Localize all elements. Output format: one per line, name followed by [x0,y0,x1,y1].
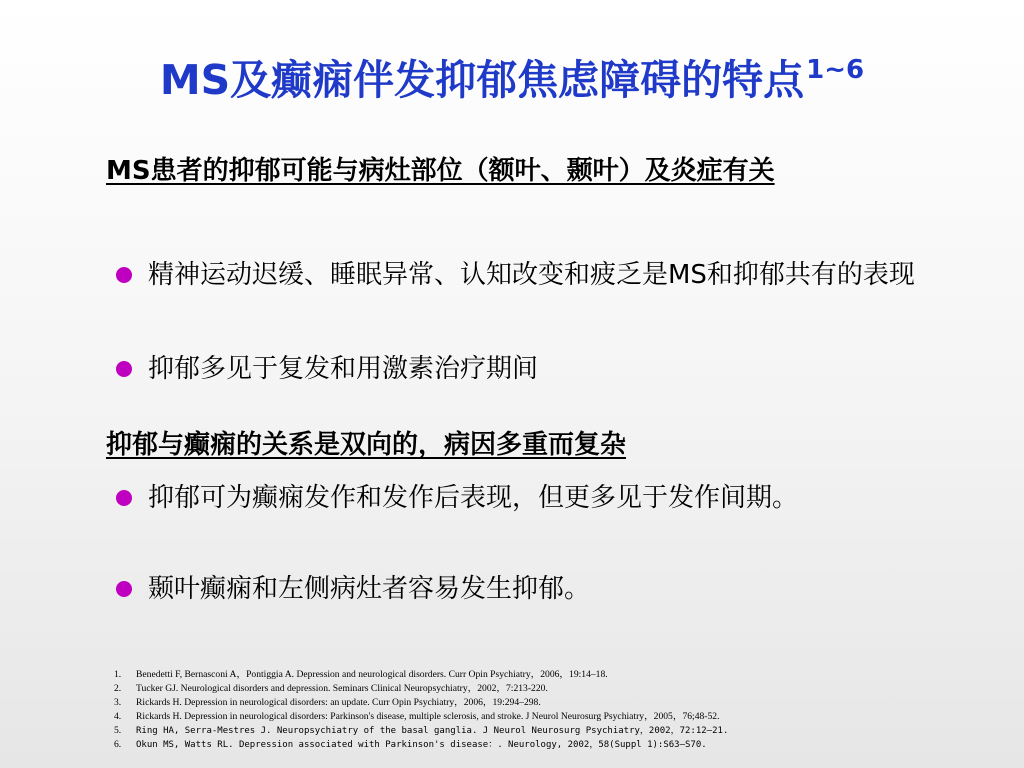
bullet-text: 抑郁可为癫痫发作和发作后表现，但更多见于发作间期。 [148,483,799,513]
section-heading-ms: MS患者的抑郁可能与病灶部位（额叶、颞叶）及炎症有关 [106,156,775,186]
bullet-dot-icon [116,581,132,597]
bullet-item [114,479,944,517]
bullet-dot-icon [116,267,132,283]
slide-title-text: MS及癫痫伴发抑郁焦虑障碍的特点 [159,56,805,104]
reference-number: 5. [114,725,122,736]
reference-item [114,738,1014,752]
bullet-item [114,350,944,388]
reference-number: 1. [114,669,122,680]
section-heading-epilepsy: 抑郁与癫痫的关系是双向的，病因多重而复杂 [106,430,627,460]
reference-item [114,696,1014,710]
references-list [114,668,1014,752]
reference-text: Rickards H. Depression in neurological disorders: an update. Curr Opin Psychiatry，2006，19:294–298. [136,697,541,708]
reference-text: Benedetti F, Bernasconi A，Pontiggia A. Depression and neurological disorders. Curr Opin Psychiatry，2006，19:14–18. [136,669,608,680]
reference-item [114,668,1014,682]
bullet-text: 颞叶癫痫和左侧病灶者容易发生抑郁。 [148,574,591,604]
reference-number: 3. [114,697,122,708]
bullet-text: 精神运动迟缓、睡眠异常、认知改变和疲乏是MS和抑郁共有的表现 [148,260,915,290]
reference-text: Tucker GJ. Neurological disorders and depression. Seminars Clinical Neuropsychiatry，2002，7:213-220. [136,683,548,694]
reference-number: 6. [114,739,122,750]
bullet-text: 抑郁多见于复发和用激素治疗期间 [148,354,539,384]
reference-number: 2. [114,683,122,694]
slide-title [0,46,1024,104]
bullet-item [114,570,944,608]
reference-text: Okun MS, Watts RL. Depression associated with Parkinson's disease：. Neurology, 2002，58(Suppl 1):S63–S70. [136,740,707,750]
bullet-dot-icon [116,490,132,506]
slide-title-superscript: 1~6 [806,55,865,85]
bullet-dot-icon [116,361,132,377]
bullet-item [114,256,944,294]
reference-item [114,682,1014,696]
reference-item [114,710,1014,724]
reference-text: Ring HA, Serra-Mestres J. Neuropsychiatry of the basal ganglia. J Neurol Neurosurg Psychiatry，2002，72:12–21. [136,726,729,736]
reference-number: 4. [114,711,122,722]
reference-item [114,724,1014,738]
reference-text: Rickards H. Depression in neurological disorders: Parkinson's disease, multiple sclerosis, and stroke. J Neurol Neurosurg Psychiatry，2005，76;48-52. [136,711,720,722]
